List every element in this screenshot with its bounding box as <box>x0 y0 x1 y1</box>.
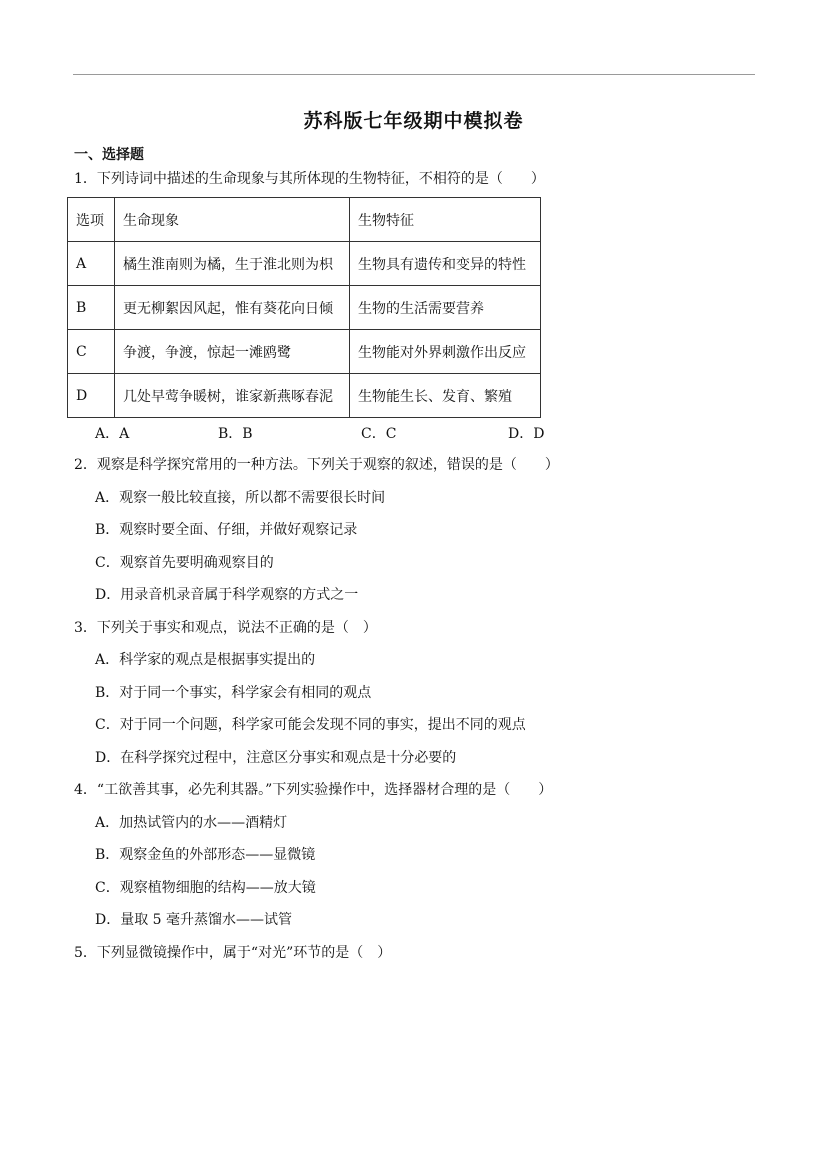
question-1-option-c: C．C <box>361 426 397 442</box>
table-row <box>68 330 541 374</box>
question-1-option-a: A．A <box>95 426 130 442</box>
page-title: 苏科版七年级期中模拟卷 <box>303 110 524 132</box>
question-3-option-b: B．对于同一个事实，科学家会有相同的观点 <box>95 685 372 701</box>
table-cell: 生物能对外界刺激作出反应 <box>350 330 541 374</box>
question-3-option-d: D．在科学探究过程中，注意区分事实和观点是十分必要的 <box>95 750 457 766</box>
table-cell: 生物的生活需要营养 <box>350 286 541 330</box>
table-cell: D <box>68 374 115 418</box>
question-1-stem: 1．下列诗词中描述的生命现象与其所体现的生物特征，不相符的是（ ） <box>74 171 545 187</box>
table-header-cell: 生物特征 <box>350 198 541 242</box>
table-cell: B <box>68 286 115 330</box>
table-cell: 橘生淮南则为橘，生于淮北则为枳 <box>115 242 350 286</box>
table-cell: 生物能生长、发育、繁殖 <box>350 374 541 418</box>
question-1-option-d: D．D <box>508 426 545 442</box>
question-3-stem: 3．下列关于事实和观点，说法不正确的是（ ） <box>74 620 377 636</box>
table-cell: 更无柳絮因风起，惟有葵花向日倾 <box>115 286 350 330</box>
question-1-option-b: B．B <box>218 426 253 442</box>
table-header-cell: 选项 <box>68 198 115 242</box>
question-2-option-d: D．用录音机录音属于科学观察的方式之一 <box>95 587 359 603</box>
table-cell: A <box>68 242 115 286</box>
header-rule <box>73 74 755 75</box>
table-cell: 争渡，争渡，惊起一滩鸥鹭 <box>115 330 350 374</box>
question-4-option-d: D．量取 5 毫升蒸馏水——试管 <box>95 912 293 928</box>
section-heading: 一、选择题 <box>74 147 144 163</box>
table-cell: C <box>68 330 115 374</box>
question-2-option-b: B．观察时要全面、仔细，并做好观察记录 <box>95 522 358 538</box>
question-3-option-a: A．科学家的观点是根据事实提出的 <box>95 652 316 668</box>
question-2-option-c: C．观察首先要明确观察目的 <box>95 555 274 571</box>
question-3-option-c: C．对于同一个问题，科学家可能会发现不同的事实，提出不同的观点 <box>95 717 526 733</box>
question-1-table <box>67 197 541 418</box>
table-header-cell: 生命现象 <box>115 198 350 242</box>
table-row <box>68 374 541 418</box>
table-header-row <box>68 198 541 242</box>
table-row <box>68 242 541 286</box>
question-4-stem: 4．“工欲善其事，必先利其器。”下列实验操作中，选择器材合理的是（ ） <box>74 782 553 798</box>
question-2-option-a: A．观察一般比较直接，所以都不需要很长时间 <box>95 490 386 506</box>
question-5-stem: 5．下列显微镜操作中，属于“对光”环节的是（ ） <box>74 945 392 961</box>
question-4-option-a: A．加热试管内的水——酒精灯 <box>95 815 288 831</box>
question-4-option-b: B．观察金鱼的外部形态——显微镜 <box>95 847 316 863</box>
question-2-stem: 2．观察是科学探究常用的一种方法。下列关于观察的叙述，错误的是（ ） <box>74 457 559 473</box>
table-cell: 几处早莺争暖树，谁家新燕啄春泥 <box>115 374 350 418</box>
question-4-option-c: C．观察植物细胞的结构——放大镜 <box>95 880 316 896</box>
table-cell: 生物具有遗传和变异的特性 <box>350 242 541 286</box>
table-row <box>68 286 541 330</box>
